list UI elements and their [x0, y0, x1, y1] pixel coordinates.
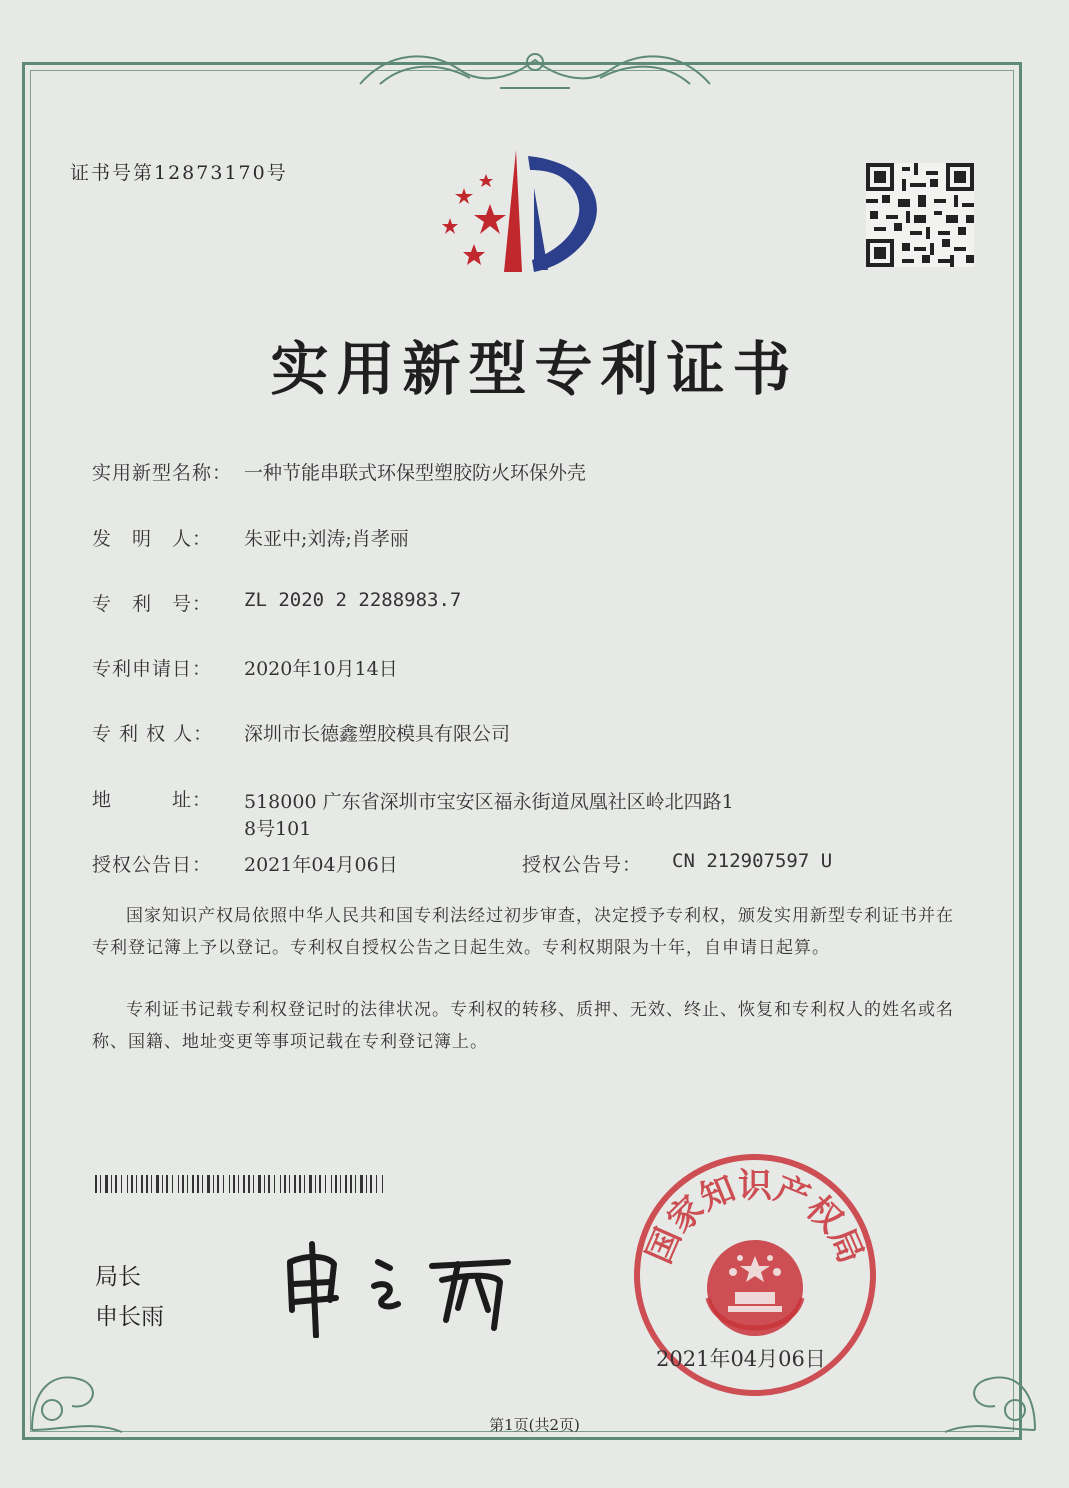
grant-date-label: 授权公告日： — [92, 854, 213, 876]
grant-date-value: 2021年04月06日 — [244, 854, 398, 876]
patent-number-label: 专 利 号： — [92, 593, 213, 615]
director-title: 局长 — [95, 1264, 141, 1290]
application-date-label: 专利申请日： — [92, 658, 213, 680]
seal-date: 2021年04月06日 — [656, 1347, 826, 1371]
director-signature — [282, 1238, 522, 1338]
patent-office-logo — [436, 148, 611, 276]
patentee-label: 专 利 权 人： — [92, 723, 214, 745]
qr-code — [866, 163, 974, 267]
page-number: 第1页(共2页) — [489, 1416, 580, 1434]
seal-text: 国家知识产权局 — [639, 1166, 871, 1270]
address-value-line2: 8号101 — [244, 818, 312, 840]
utility-model-name-value: 一种节能串联式环保型塑胶防火环保外壳 — [244, 462, 587, 484]
certificate-title: 实用新型专利证书 — [270, 335, 799, 403]
application-date-value: 2020年10月14日 — [244, 658, 398, 680]
grant-statement-paragraph: 国家知识产权局依照中华人民共和国专利法经过初步审查，决定授予专利权，颁发实用新型专利证书并在专利登记簿上予以登记。专利权自授权公告之日起生效。专利权期限为十年，自申请日起算。 — [92, 906, 954, 958]
grant-number-label: 授权公告号： — [522, 854, 643, 876]
legal-status-paragraph: 专利证书记载专利权登记时的法律状况。专利权的转移、质押、无效、终止、恢复和专利权人的姓名或名称、国籍、地址变更等事项记载在专利登记簿上。 — [92, 1000, 954, 1052]
address-value: 518000 广东省深圳市宝安区福永街道凤凰社区岭北四路1 — [244, 791, 734, 813]
certificate-number: 证书号第12873170号 — [70, 162, 288, 184]
director-name: 申长雨 — [95, 1304, 164, 1330]
inventor-label: 发 明 人： — [92, 528, 213, 550]
grant-number-value: CN 212907597 U — [672, 850, 833, 872]
inventor-value: 朱亚中;刘涛;肖孝丽 — [244, 528, 409, 550]
utility-model-name-label: 实用新型名称： — [92, 462, 233, 484]
patentee-value: 深圳市长德鑫塑胶模具有限公司 — [244, 723, 511, 745]
barcode — [95, 1175, 385, 1193]
address-label: 地 址： — [92, 789, 213, 811]
patent-number-value: ZL 2020 2 2288983.7 — [244, 589, 462, 611]
top-ornament — [350, 40, 720, 96]
